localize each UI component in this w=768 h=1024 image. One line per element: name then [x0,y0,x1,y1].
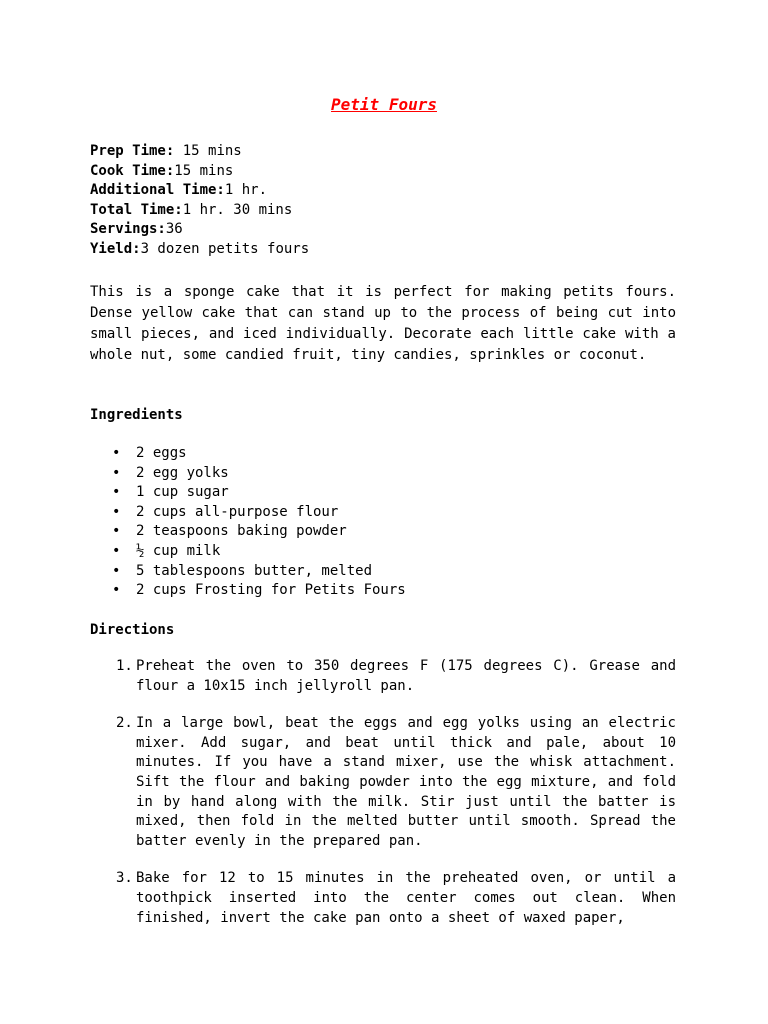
step-number: 3. [116,870,133,887]
meta-servings [90,220,690,240]
meta-additional-time [90,181,690,201]
ingredient-text: 2 egg yolks [136,464,229,481]
meta-value: 36 [165,221,183,238]
list-item [90,522,690,542]
bullet-icon: • [112,484,121,501]
meta-value: 3 dozen petits fours [140,240,310,257]
ingredients-heading: Ingredients [90,407,183,423]
direction-step [90,869,676,928]
meta-value: 1 hr. [224,182,268,199]
meta-label: Additional Time: [90,182,225,199]
step-text: In a large bowl, beat the eggs and egg yolks using an electric mixer. Add sugar, and beat until thick and pale, about 10 minutes. If you have a stand mixer, use the whisk attachment. Sift the flour and baking powder into the egg mixture, and fold in by hand along with the milk. Stir just until the batter is mixed, then fold in the melted butter until smooth. Spread the batter evenly in the prepared pan. [136,715,676,849]
ingredient-text: 2 cups Frosting for Petits Fours [136,582,406,599]
ingredient-text: 1 cup sugar [136,484,229,501]
bullet-icon: • [112,445,121,461]
list-item [90,562,690,582]
meta-yield [90,240,690,260]
meta-label: Prep Time: [90,143,175,159]
meta-label: Total Time: [90,201,183,218]
page-title: Petit Fours [331,95,437,114]
list-item [90,503,690,523]
bullet-icon: • [112,582,121,599]
bullet-icon: • [112,562,121,579]
ingredient-text: ½ cup milk [136,542,221,559]
bullet-icon: • [112,464,121,481]
list-item [90,542,690,562]
direction-step [90,657,676,696]
meta-label: Yield: [90,240,141,257]
ingredient-text: 2 cups all-purpose flour [136,503,339,520]
direction-step [90,714,676,851]
meta-value: 15 mins [174,162,234,179]
list-item [90,483,690,503]
directions-list [90,657,676,946]
recipe-intro: This is a sponge cake that it is perfect for making petits fours. Dense yellow cake that can stand up to the process of being cut into small pieces, and iced individually. Decorate each little cake with a whole nut, some candied fruit, tiny candies, sprinkles or coconut. [90,284,676,363]
bullet-icon: • [112,523,121,540]
meta-cook-time [90,162,690,182]
ingredient-text: 2 eggs [136,445,187,461]
meta-label: Cook Time: [90,162,175,179]
recipe-meta [90,142,690,260]
step-number: 2. [116,715,133,732]
ingredient-text: 5 tablespoons butter, melted [136,562,373,579]
list-item [90,444,690,464]
step-text: Preheat the oven to 350 degrees F (175 degrees C). Grease and flour a 10x15 inch jellyroll pan. [136,658,676,694]
list-item [90,581,690,601]
ingredient-text: 2 teaspoons baking powder [136,523,347,540]
meta-total-time [90,201,690,221]
list-item [90,464,690,484]
ingredients-list [90,444,690,601]
meta-prep-time [90,142,690,162]
meta-value: 15 mins [174,143,242,159]
meta-label: Servings: [90,221,166,238]
bullet-icon: • [112,542,121,559]
step-number: 1. [116,658,133,674]
meta-value: 1 hr. 30 mins [182,201,293,218]
directions-heading: Directions [90,622,175,638]
bullet-icon: • [112,503,121,520]
step-text: Bake for 12 to 15 minutes in the preheated oven, or until a toothpick inserted into the center comes out clean. When finished, invert the cake pan onto a sheet of waxed paper, [136,870,676,926]
